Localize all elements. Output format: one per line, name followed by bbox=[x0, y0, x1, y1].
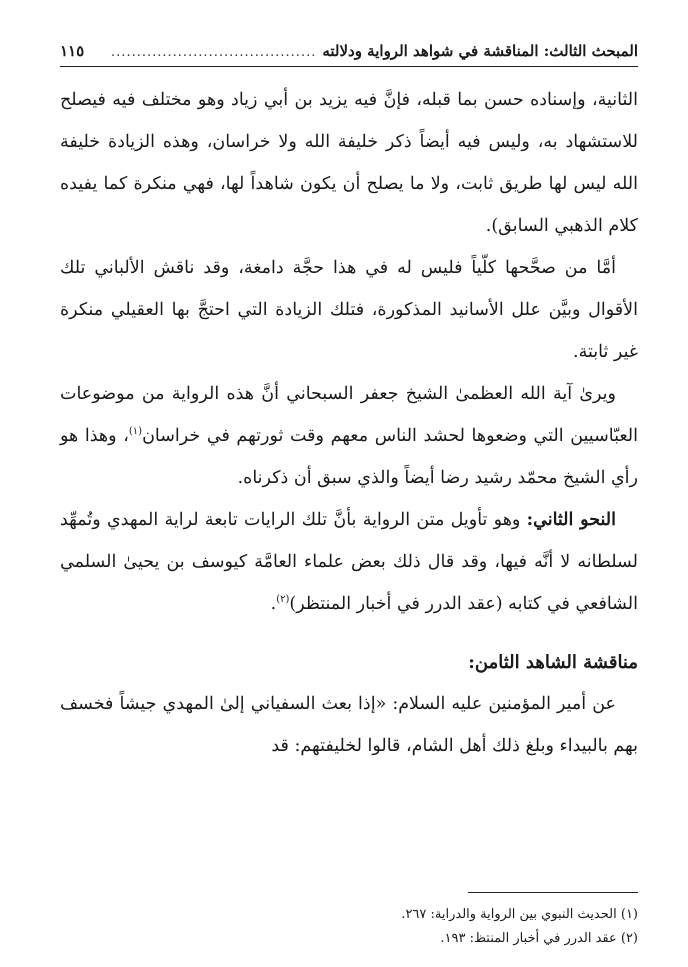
body-text bbox=[60, 79, 638, 767]
page bbox=[60, 42, 638, 767]
paragraph-4-text: وهو تأويل متن الرواية بأنَّ تلك الرايات تابعة لراية المهدي وتُمهِّد لسلطانه لا أنَّه فيها، وقد قال ذلك بعض علماء العامَّة كيوسف بن يحيىٰ السلمي الشافعي في كتابه (عقد الدرر في أخبار المنتظر) bbox=[60, 510, 638, 614]
paragraph-3-text-end: ، وهذا هو رأي الشيخ محمّد رشيد رضا أيضاً والذي سبق أن ذكرناه. bbox=[60, 426, 638, 488]
footnote-1: (١) الحديث النبوي بين الرواية والدراية: ٢٦٧. bbox=[401, 907, 638, 922]
footnote-rule bbox=[468, 892, 638, 893]
paragraph-4 bbox=[60, 499, 638, 625]
page-number: ١١٥ bbox=[60, 42, 85, 60]
header-leader-dots: ........................................ bbox=[111, 45, 317, 60]
footnote-2: (٢) عقد الدرر في أخبار المنتظ: ١٩٣. bbox=[440, 931, 638, 946]
paragraph-3 bbox=[60, 373, 638, 499]
section-heading: مناقشة الشاهد الثامن: bbox=[468, 652, 638, 673]
paragraph-3-text: ويرىٰ آية الله العظمىٰ الشيخ جعفر السبحاني أنَّ هذه الرواية من موضوعات العبّاسيين التي وضعوها لحشد الناس معهم وقت ثورتهم في خراسان bbox=[60, 384, 638, 446]
footnote-ref-1[interactable]: (١) bbox=[128, 426, 143, 438]
paragraph-2: أمَّا من صحَّحها كلّياً فليس له في هذا حجَّة دامغة، وقد ناقش الألباني تلك الأقوال وبيَّن علل الأسانيد المذكورة، فتلك الزيادة التي احتجَّ بها العقيلي منكرة غير ثابتة. bbox=[60, 258, 638, 362]
paragraph-4-text-end: . bbox=[270, 594, 277, 614]
footnotes bbox=[60, 892, 638, 951]
paragraph-4-label: النحو الثاني: bbox=[526, 510, 616, 530]
footnote-ref-2[interactable]: (٢) bbox=[276, 594, 290, 606]
running-header bbox=[60, 42, 638, 67]
paragraph-1: الثانية، وإسناده حسن بما قبله، فإنَّ فيه يزيد بن أبي زياد وهو مختلف فيه فيصلح للاستشهاد به، وليس فيه أيضاً ذكر خليفة الله ولا خراسان، وهذه الزيادة خليفة الله ليس لها طريق ثابت، ولا ما يصلح أن يكون شاهداً لها، فهي منكرة كما يفيده كلام الذهبي السابق). bbox=[60, 90, 638, 236]
paragraph-5: عن أمير المؤمنين عليه السلام: «إذا بعث السفياني إلىٰ المهدي جيشاً فخسف بهم بالبيداء وبلغ ذلك أهل الشام، قالوا لخليفتهم: قد bbox=[60, 694, 638, 756]
header-title: المبحث الثالث: المناقشة في شواهد الرواية ودلالته bbox=[322, 42, 638, 60]
